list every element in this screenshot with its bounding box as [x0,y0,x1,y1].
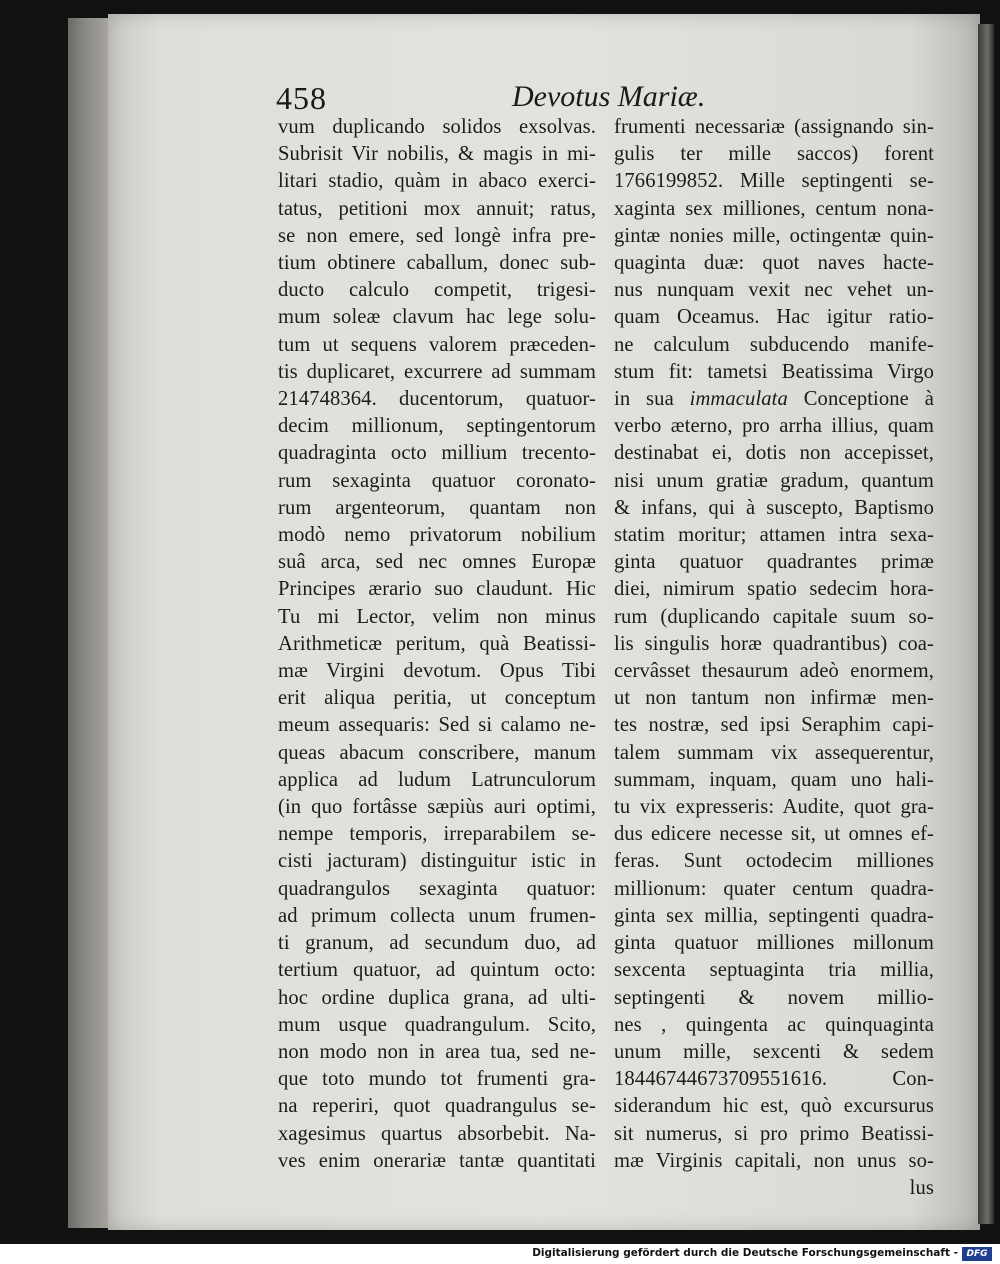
text-line: meum assequaris: Sed si calamo ne- [278,714,596,737]
book-spine [68,18,110,1228]
digitization-footer [0,1244,1000,1264]
text-line: se non emere, sed longè infra pre- [278,224,596,247]
text-line: mæ Virginis capitali, non unus so- [614,1149,934,1172]
text-line: Arithmeticæ peritum, quà Beatissi- [278,632,596,655]
text-line: erit aliqua peritia, ut conceptum [278,687,596,710]
text-line: modò nemo privatorum nobilium [278,524,596,547]
text-line: millionum: quater centum quadra- [614,877,934,900]
text-line: nus nunquam vexit nec vehet un- [614,279,934,302]
text-line: tum ut sequens valorem præceden- [278,333,596,356]
text-line: non modo non in area tua, sed ne- [278,1040,596,1063]
text-line: & infans, qui à suscepto, Baptismo [614,496,934,519]
text-line: xaginta sex milliones, centum nona- [614,197,934,220]
text-line: sexcenta septuaginta tria millia, [614,959,934,982]
text-line: quadrangulos sexaginta quatuor: [278,877,596,900]
text-line: tium obtinere caballum, donec sub- [278,252,596,275]
text-line: gulis ter mille saccos) forent [614,143,934,166]
text-line: quam Oceamus. Hac igitur ratio- [614,306,934,329]
text-line: ti granum, ad secundum duo, ad [278,932,596,955]
text-line: sit numerus, si pro primo Beatissi- [614,1122,934,1145]
text-line: nisi unum gratiæ gradum, quantum [614,469,934,492]
text-line: unum mille, sexcenti & sedem [614,1040,934,1063]
text-line: 214748364. ducentorum, quatuor- [278,388,596,411]
text-line: tes nostræ, sed ipsi Seraphim capi- [614,714,934,737]
text-line: queas abacum conscribere, manum [278,741,596,764]
text-line: in sua immaculata Conceptione à [614,388,934,411]
text-line: xagesimus quartus absorbebit. Na- [278,1122,596,1145]
text-line: hoc ordine duplica grana, ad ulti- [278,986,596,1009]
text-line: applica ad ludum Latrunculorum [278,768,596,791]
text-line: (in quo fortâsse sæpiùs auri optimi, [278,796,596,819]
text-line: decim millionum, septingentorum [278,415,596,438]
text-line: na reperiri, quot quadrangulus se- [278,1095,596,1118]
dfg-logo: DFG [962,1247,992,1261]
text-line: rum argenteorum, quantam non [278,496,596,519]
text-line: ad primum collecta unum frumen- [278,904,596,927]
funding-credit: Digitalisierung gefördert durch die Deutsche Forschungsgemeinschaft - [532,1247,958,1259]
text-line: que toto mundo tot frumenti gra- [278,1068,596,1091]
text-line: siderandum hic est, quò excursurus [614,1095,934,1118]
text-line: talem summam vix assequerentur, [614,741,934,764]
text-line: tatus, petitioni mox annuit; ratus, [278,197,596,220]
text-line: septingenti & novem millio- [614,986,934,1009]
text-line: mum usque quadrangulum. Scito, [278,1013,596,1036]
text-line: ginta sex millia, septingenti quadra- [614,904,934,927]
text-line: lis singulis horæ quadrantibus) coa- [614,632,934,655]
text-line: ginta quatuor milliones millonum [614,932,934,955]
text-line: ducto calculo competit, trigesi- [278,279,596,302]
text-line: tu vix expresseris: Audite, quot gra- [614,796,934,819]
text-line: ves enim onerariæ tantæ quantitati [278,1149,596,1172]
text-line: cisti jacturam) distinguitur istic in [278,850,596,873]
text-line: nes , quingenta ac quinquaginta [614,1013,934,1036]
page-edge [978,24,994,1224]
text-line: ginta quatuor quadrantes primæ [614,551,934,574]
text-line: litari stadio, quàm in abaco exerci- [278,170,596,193]
text-line: dus edicere necesse sit, ut omnes ef- [614,823,934,846]
text-line: vum duplicando solidos exsolvas. [278,116,596,138]
text-line: 1766199852. Mille septingenti se- [614,170,934,193]
text-line: 18446744673709551616. Con- [614,1068,934,1091]
text-line: lus [909,1176,934,1199]
page-number: 458 [276,80,327,116]
text-line: Subrisit Vir nobilis, & magis in mi- [278,143,596,166]
text-line: destinabat ei, dotis non accepisset, [614,442,934,465]
text-line: Tu mi Lector, velim non minus [278,605,596,628]
text-line: mum soleæ clavum hac lege solu- [278,306,596,329]
right-text-column [614,114,934,1202]
text-line: quadraginta octo millium trecento- [278,442,596,465]
text-line: statim moritur; attamen intra sexa- [614,524,934,547]
text-line: diei, nimirum spatio sedecim hora- [614,578,934,601]
text-line: quaginta duæ: quot naves hacte- [614,252,934,275]
text-line: verbo æterno, pro arrha illius, quam [614,415,934,438]
left-text-column [278,114,596,1175]
text-line: gintæ nonies mille, octingentæ quin- [614,224,934,247]
running-title: Devotus Mariæ. [512,80,706,113]
text-line: ut non tantum non infirmæ men- [614,687,934,710]
text-line: ne calculum subducendo manife- [614,333,934,356]
text-line: tertium quatuor, ad quintum octo: [278,959,596,982]
text-line: nempe temporis, irreparabilem se- [278,823,596,846]
text-line: Principes ærario suo claudunt. Hic [278,578,596,601]
text-line: frumenti necessariæ (assignando sin- [614,116,934,138]
text-line: rum (duplicando capitale suum so- [614,605,934,628]
text-line: feras. Sunt octodecim milliones [614,850,934,873]
text-line: summam, inquam, quam uno hali- [614,768,934,791]
text-line: stum fit: tametsi Beatissima Virgo [614,360,934,383]
text-line: suâ arca, sed nec omnes Europæ [278,551,596,574]
text-line: tis duplicaret, excurrere ad summam [278,360,596,383]
text-line: cervâsset thesaurum adeò enormem, [614,660,934,683]
text-line: rum sexaginta quatuor coronato- [278,469,596,492]
text-line: mæ Virgini devotum. Opus Tibi [278,660,596,683]
